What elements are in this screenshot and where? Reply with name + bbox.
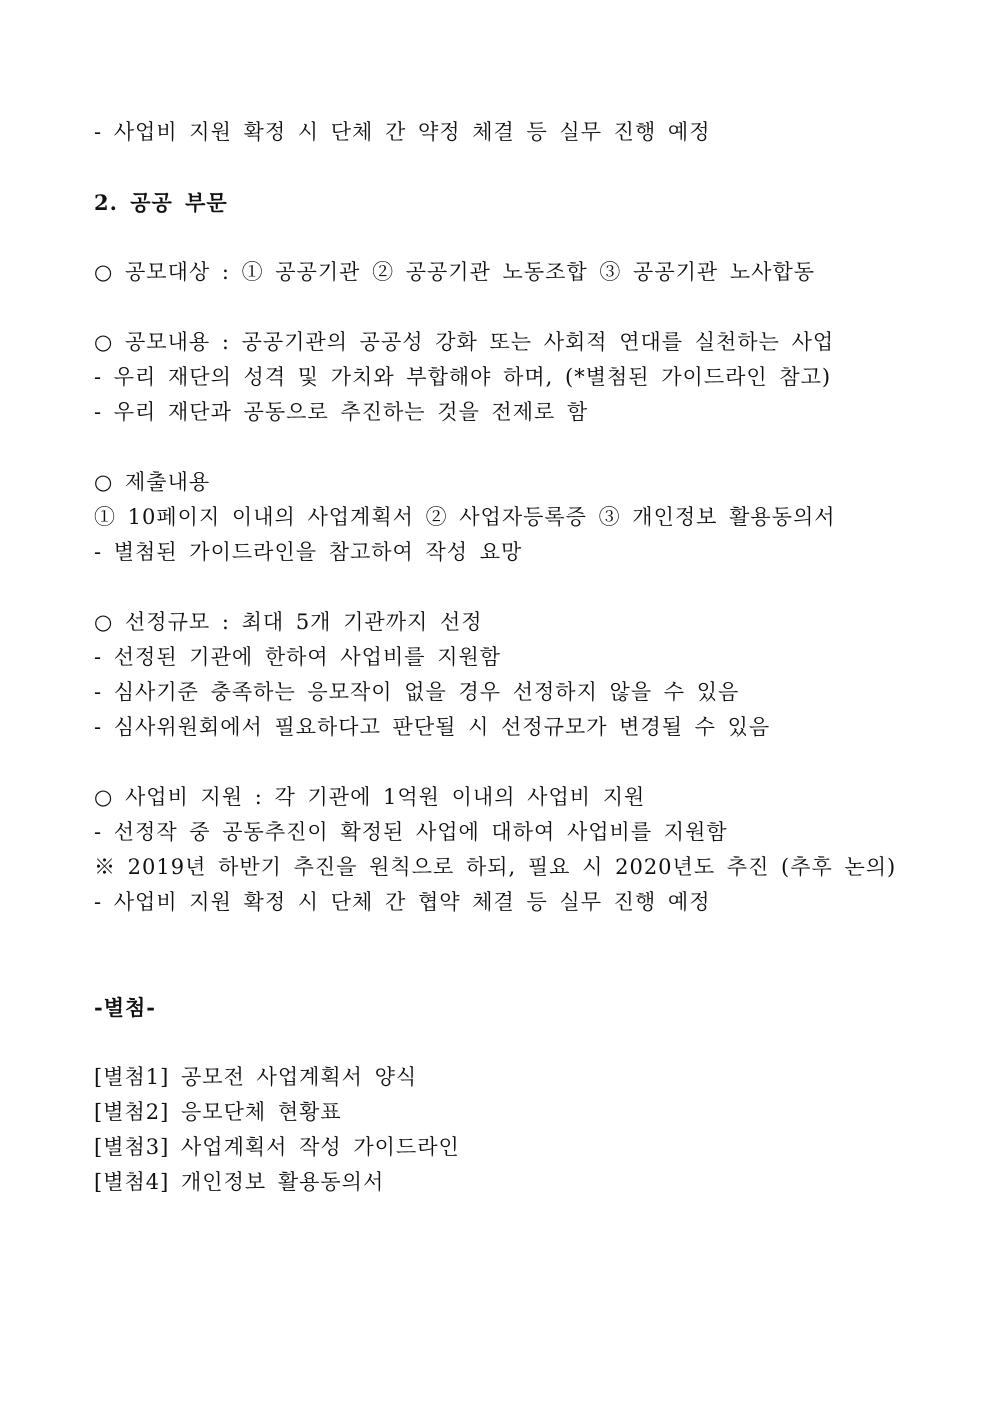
- attachments-heading: -별첨-: [94, 995, 157, 1020]
- selection-item: - 심사위원회에서 필요하다고 판단될 시 선정규모가 변경될 수 있음: [94, 715, 771, 739]
- target-line: ○ 공모대상 : ① 공공기관 ② 공공기관 노동조합 ③ 공공기관 노사합동: [94, 260, 816, 284]
- spacer: [94, 1025, 894, 1060]
- attachment-item: [별첨1] 공모전 사업계획서 양식: [94, 1065, 418, 1089]
- section1-last-line: - 사업비 지원 확정 시 단체 간 약정 체결 등 실무 진행 예정: [94, 120, 711, 144]
- spacer: [94, 745, 894, 780]
- spacer: [94, 150, 894, 185]
- section2-heading: 2. 공공 부문: [94, 190, 228, 215]
- attachment-item: [별첨2] 응모단체 현황표: [94, 1100, 342, 1124]
- funding-item: - 선정작 중 공동추진이 확정된 사업에 대하여 사업비를 지원함: [94, 820, 728, 844]
- content-item: - 우리 재단과 공동으로 추진하는 것을 전제로 함: [94, 400, 589, 424]
- selection-title: ○ 선정규모 : 최대 5개 기관까지 선정: [94, 610, 483, 634]
- document-page: [94, 115, 897, 1200]
- spacer: [94, 920, 894, 990]
- spacer: [94, 220, 894, 255]
- selection-item: - 선정된 기관에 한하여 사업비를 지원함: [94, 645, 502, 669]
- attachment-item: [별첨4] 개인정보 활용동의서: [94, 1170, 385, 1194]
- submission-title: ○ 제출내용: [94, 470, 211, 494]
- submission-item: - 별첨된 가이드라인을 참고하여 작성 요망: [94, 540, 523, 564]
- spacer: [94, 570, 894, 605]
- selection-item: - 심사기준 충족하는 응모작이 없을 경우 선정하지 않을 수 있음: [94, 680, 740, 704]
- content-item: - 우리 재단의 성격 및 가치와 부합해야 하며, (*별첨된 가이드라인 참고): [94, 365, 832, 389]
- funding-note: ※ 2019년 하반기 추진을 원칙으로 하되, 필요 시 2020년도 추진 (추후 논의): [94, 855, 897, 879]
- content-title: ○ 공모내용 : 공공기관의 공공성 강화 또는 사회적 연대를 실천하는 사업: [94, 330, 835, 354]
- spacer: [94, 430, 894, 465]
- submission-item: ① 10페이지 이내의 사업계획서 ② 사업자등록증 ③ 개인정보 활용동의서: [94, 505, 836, 529]
- attachment-item: [별첨3] 사업계획서 작성 가이드라인: [94, 1135, 460, 1159]
- spacer: [94, 290, 894, 325]
- funding-item: - 사업비 지원 확정 시 단체 간 협약 체결 등 실무 진행 예정: [94, 890, 711, 914]
- funding-title: ○ 사업비 지원 : 각 기관에 1억원 이내의 사업비 지원: [94, 785, 646, 809]
